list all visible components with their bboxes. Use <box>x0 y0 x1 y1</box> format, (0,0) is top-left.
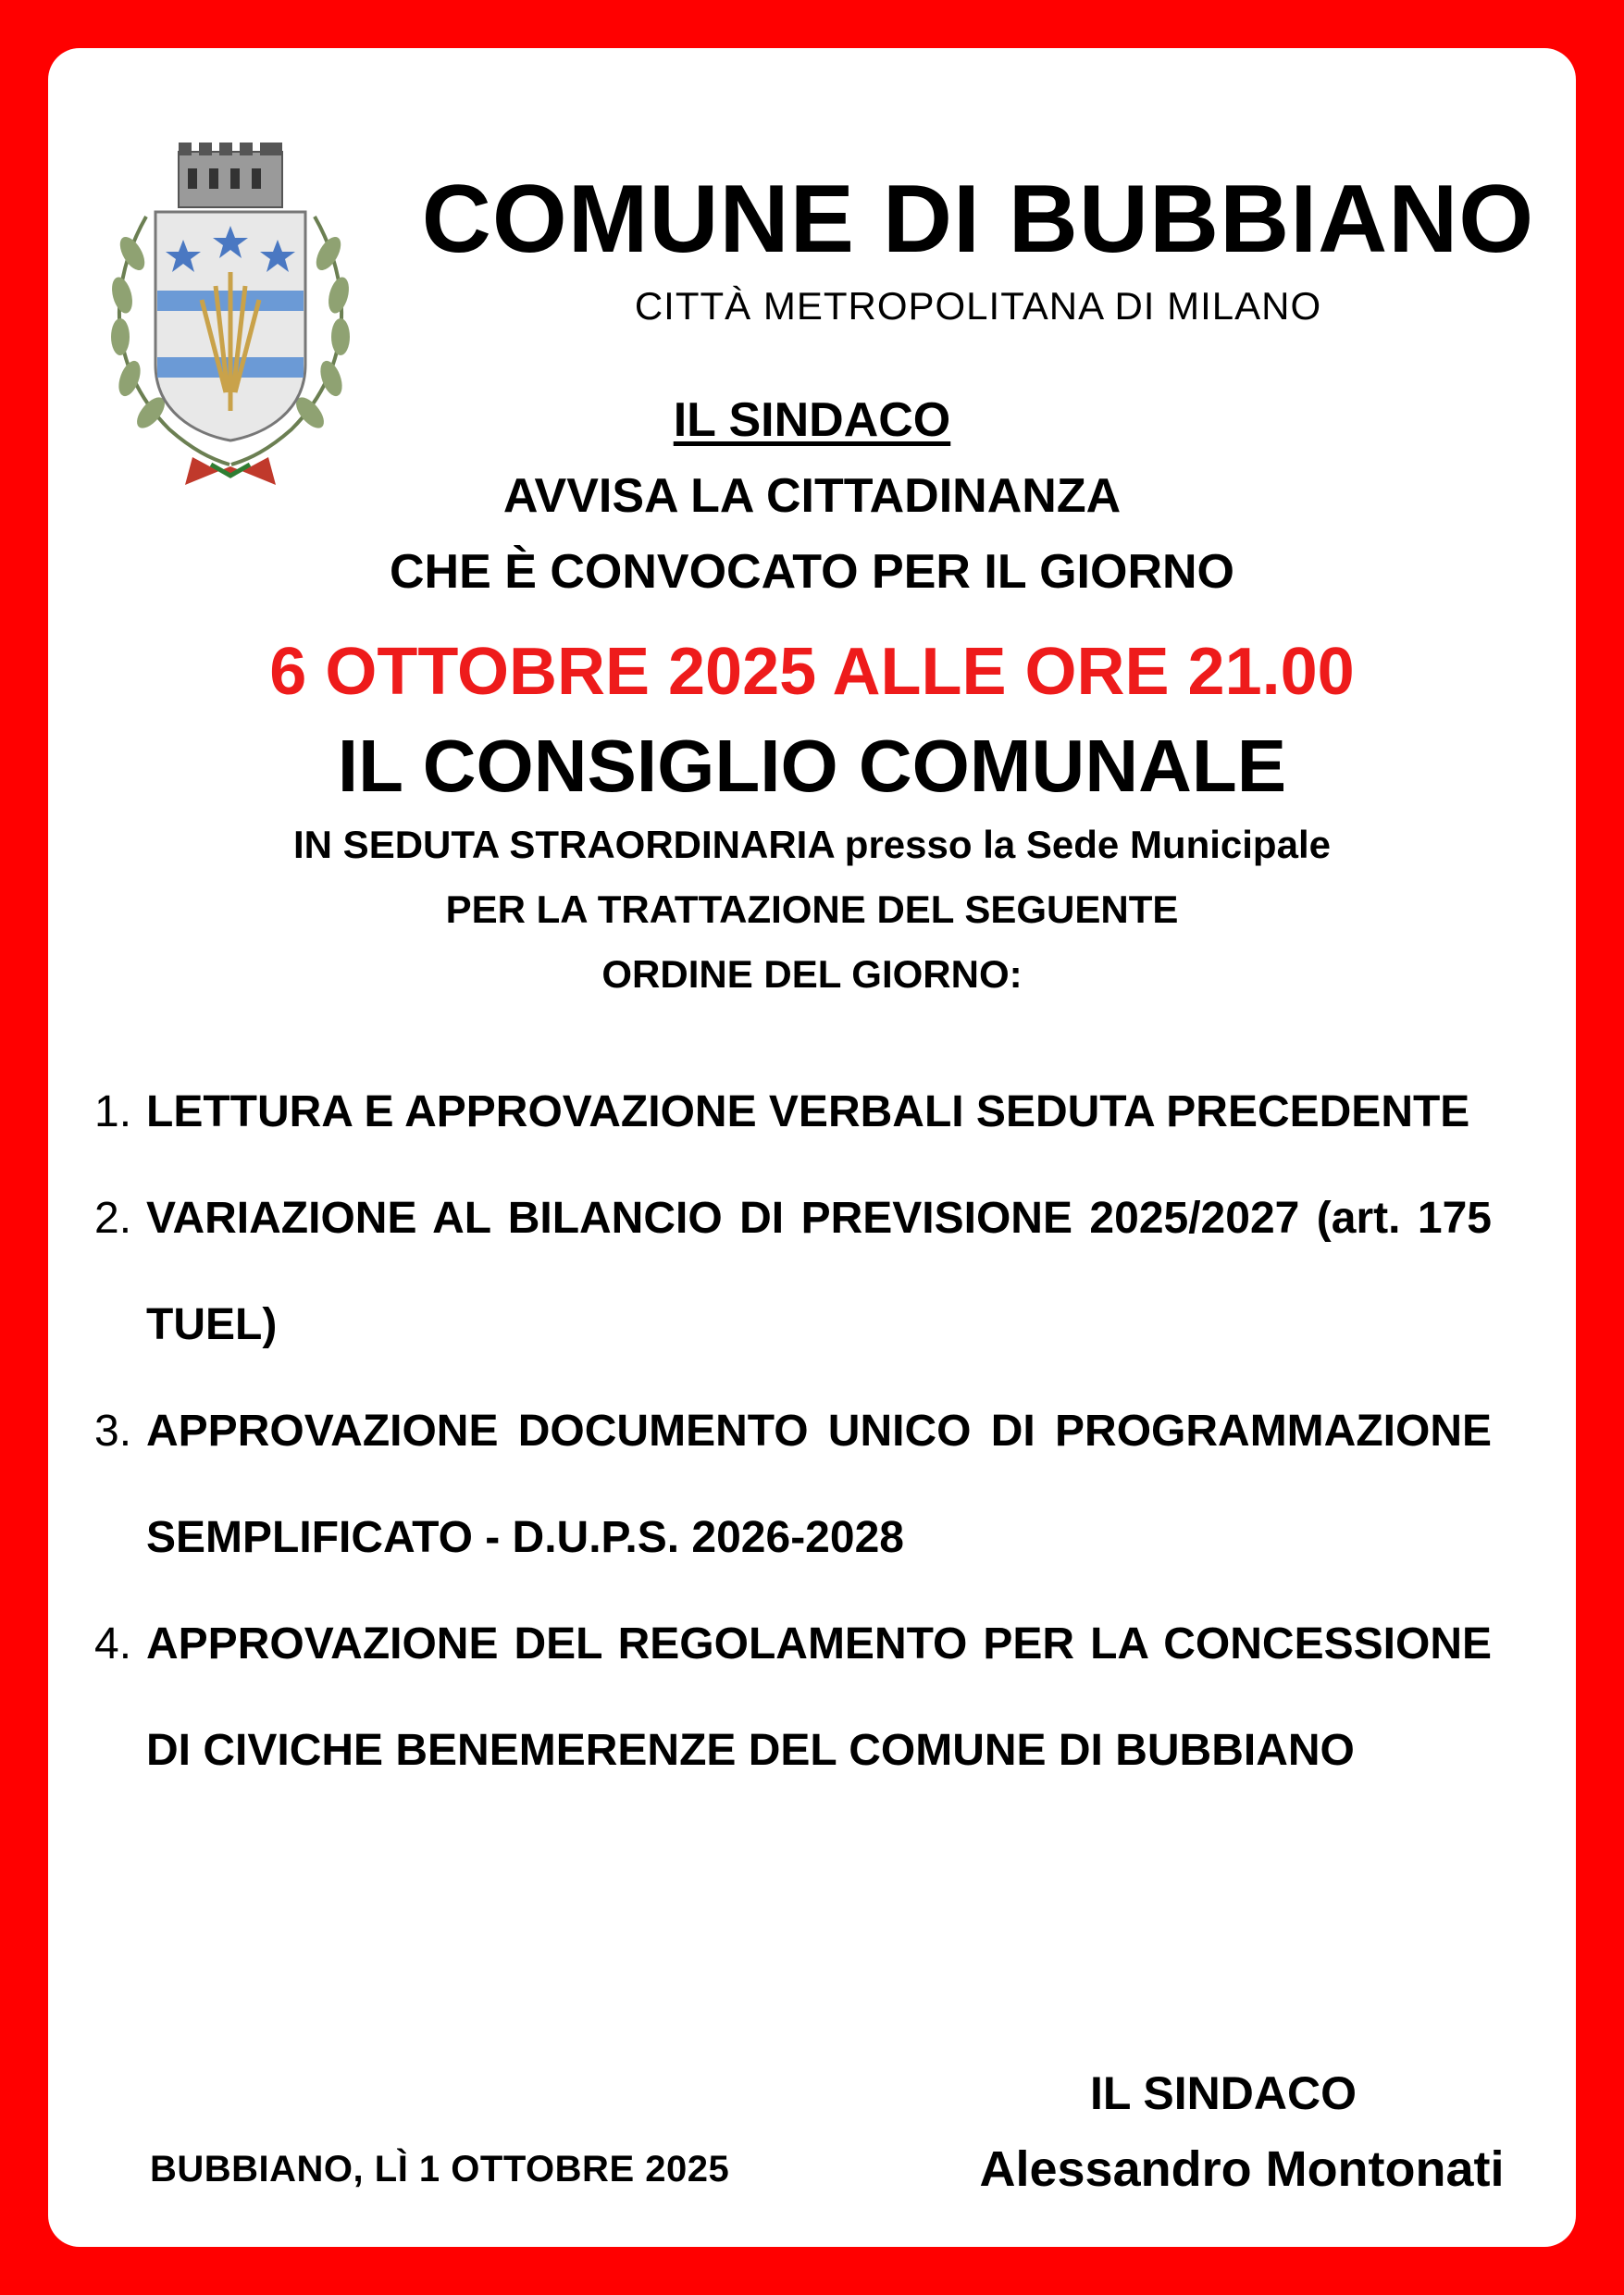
agenda-item-number: 3. <box>94 1407 132 1456</box>
agenda-list <box>94 1059 1492 1804</box>
agenda-item <box>94 1591 1492 1804</box>
agenda-label: ORDINE DEL GIORNO: <box>601 952 1023 996</box>
agenda-item-text: APPROVAZIONE DEL REGOLAMENTO PER LA CONCESSIONE DI CIVICHE BENEMERENZE DEL COMUNE DI BUBBIANO <box>146 1619 1492 1775</box>
agenda-item <box>94 1165 1492 1378</box>
municipality-title: COMUNE DI BUBBIANO <box>421 166 1535 273</box>
authority-heading: IL SINDACO <box>673 393 951 447</box>
notice-line-2: CHE È CONVOCATO PER IL GIORNO <box>390 545 1234 599</box>
signatory-title: IL SINDACO <box>1090 2067 1357 2119</box>
notice-sheet <box>48 48 1576 2247</box>
council-heading: IL CONSIGLIO COMUNALE <box>337 725 1287 807</box>
coat-of-arms-icon <box>81 115 379 503</box>
agenda-item-number: 2. <box>94 1194 132 1243</box>
agenda-item-number: 1. <box>94 1087 132 1136</box>
session-type: IN SEDUTA STRAORDINARIA presso la Sede Municipale <box>293 823 1331 866</box>
purpose-line: PER LA TRATTAZIONE DEL SEGUENTE <box>445 887 1179 931</box>
notice-line-1: AVVISA LA CITTADINANZA <box>502 469 1122 523</box>
agenda-item-text: VARIAZIONE AL BILANCIO DI PREVISIONE 2025/2027 (art. 175 TUEL) <box>146 1194 1492 1349</box>
signatory-name: Alessandro Montonati <box>979 2141 1505 2197</box>
agenda-item-text: APPROVAZIONE DOCUMENTO UNICO DI PROGRAMMAZIONE SEMPLIFICATO - D.U.P.S. 2026-2028 <box>146 1407 1492 1562</box>
metro-area-subtitle: CITTÀ METROPOLITANA DI MILANO <box>634 284 1322 328</box>
agenda-item-number: 4. <box>94 1619 132 1669</box>
agenda-item <box>94 1059 1492 1165</box>
agenda-item <box>94 1378 1492 1591</box>
agenda-item-text: LETTURA E APPROVAZIONE VERBALI SEDUTA PRECEDENTE <box>146 1087 1470 1136</box>
meeting-date-time: 6 OTTOBRE 2025 ALLE ORE 21.00 <box>269 635 1355 709</box>
place-and-date: BUBBIANO, LÌ 1 OTTOBRE 2025 <box>150 2149 730 2190</box>
